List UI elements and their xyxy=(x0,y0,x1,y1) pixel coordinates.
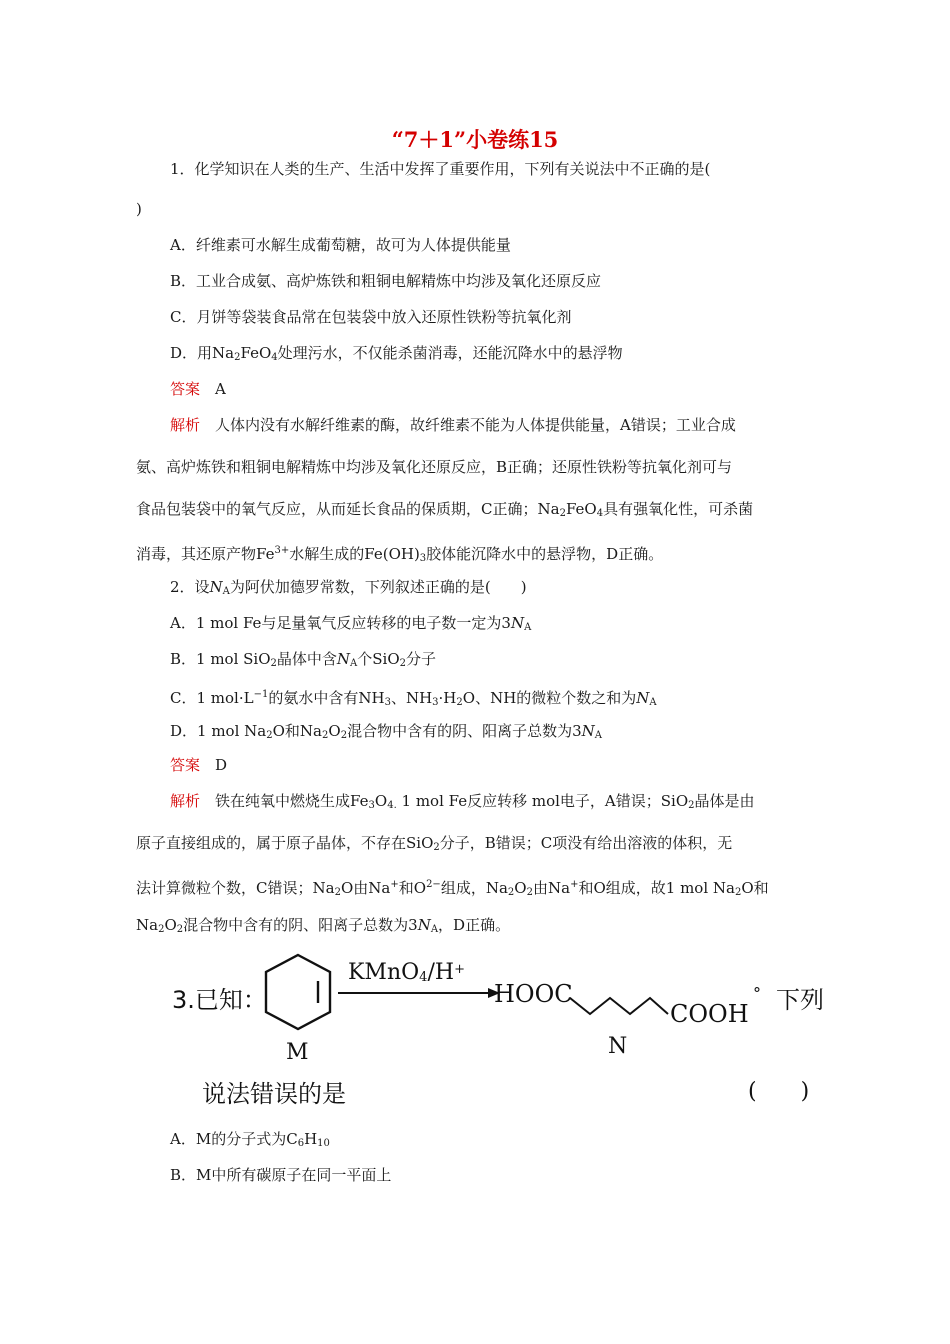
q2-analysis-1: 解析 铁在纯氧中燃烧生成$Fe_3O_{4.}$ 1 mol Fe反应转移 mol电子，A错误；SiO$_2$晶体是由 xyxy=(170,792,755,811)
q2-analysis-2: 原子直接组成的，属于原子晶体，不存在SiO$_2$分子，B错误；C项没有给出溶液的体积，无 xyxy=(136,834,733,853)
q1-option-d: D．用$Na_2FeO_4$处理污水，不仅能杀菌消毒，还能沉降水中的悬浮物 xyxy=(170,344,623,363)
q3-reagent: KMnO$_4$/H+ xyxy=(348,960,465,985)
q2-option-b: B．1 mol SiO$_2$晶体中含$N_A$个SiO$_2$分子 xyxy=(170,650,437,669)
q3-option-b: B．M中所有碳原子在同一平面上 xyxy=(170,1166,392,1184)
q3-reaction-figure xyxy=(168,950,838,1110)
q3-option-a: A．M的分子式为$C_6H_{10}$ xyxy=(170,1130,330,1149)
q3-prefix: 3.已知： xyxy=(172,986,267,1014)
q1-stem: 1．化学知识在人类的生产、生活中发挥了重要作用，下列有关说法中不正确的是( xyxy=(170,160,711,178)
page-title: “7＋1”小卷练15 xyxy=(391,127,559,152)
q2-stem: 2．设$N_A$为阿伏加德罗常数，下列叙述正确的是( ) xyxy=(170,578,527,597)
q1-option-b: B．工业合成氨、高炉炼铁和粗铜电解精炼中均涉及氧化还原反应 xyxy=(170,272,602,290)
q1-option-a: A．纤维素可水解生成葡萄糖，故可为人体提供能量 xyxy=(170,236,511,254)
q2-option-a: A．1 mol Fe与足量氧气反应转移的电子数一定为$3N_A$ xyxy=(170,614,532,633)
q3-stem2: 说法错误的是 xyxy=(202,1080,346,1108)
q1-analysis-1: 解析 人体内没有水解纤维素的酶，故纤维素不能为人体提供能量，A错误；工业合成 xyxy=(170,416,736,434)
q3-period: ° xyxy=(753,984,761,1003)
q3-product-right: COOH xyxy=(670,1000,749,1028)
q1-option-c: C．月饼等袋装食品常在包装袋中放入还原性铁粉等抗氧化剂 xyxy=(170,308,572,326)
q3-after: 下列 xyxy=(776,986,824,1014)
q2-analysis-3: 法计算微粒个数，C错误；$Na_2O$由Na+和$O^{2-}$组成，$Na_2O_2$由Na+和O组成，故1 mol $Na_2O$和 xyxy=(136,879,769,898)
q1-answer: 答案 A xyxy=(170,380,226,398)
q3-paren: ( ) xyxy=(748,1079,810,1104)
q2-option-d: D．1 mol $Na_2O$和$Na_2O_2$混合物中含有的阴、阳离子总数为$3N_A$ xyxy=(170,722,602,741)
q2-option-c: C．1 $mol\cdot L^{-1}$的氨水中含有$NH_3$、$NH_3\cdot H_2O$、NH的微粒个数之和为$N_A$ xyxy=(170,689,657,708)
q2-analysis-4: $Na_2O_2$混合物中含有的阴、阳离子总数为$3N_A$，D正确。 xyxy=(136,916,511,935)
carbon-chain xyxy=(570,998,668,1014)
q1-analysis-2: 氨、高炉炼铁和粗铜电解精炼中均涉及氧化还原反应，B正确；还原性铁粉等抗氧化剂可与 xyxy=(136,458,733,476)
q2-answer: 答案 D xyxy=(170,756,228,774)
cyclohexene-ring xyxy=(266,955,330,1029)
q1-analysis-3: 食品包装袋中的氧气反应，从而延长食品的保质期，C正确；$Na_2FeO_4$具有强氧化性，可杀菌 xyxy=(136,500,754,519)
q3-label-m: M xyxy=(286,1040,309,1065)
q3-label-n: N xyxy=(608,1034,628,1059)
q1-stem-cont: ) xyxy=(136,200,142,218)
q3-product-left: HOOC xyxy=(494,980,573,1008)
q1-analysis-4: 消毒，其还原产物$Fe^{3+}$水解生成的$Fe(OH)_3$胶体能沉降水中的悬浮物，D正确。 xyxy=(136,545,664,564)
